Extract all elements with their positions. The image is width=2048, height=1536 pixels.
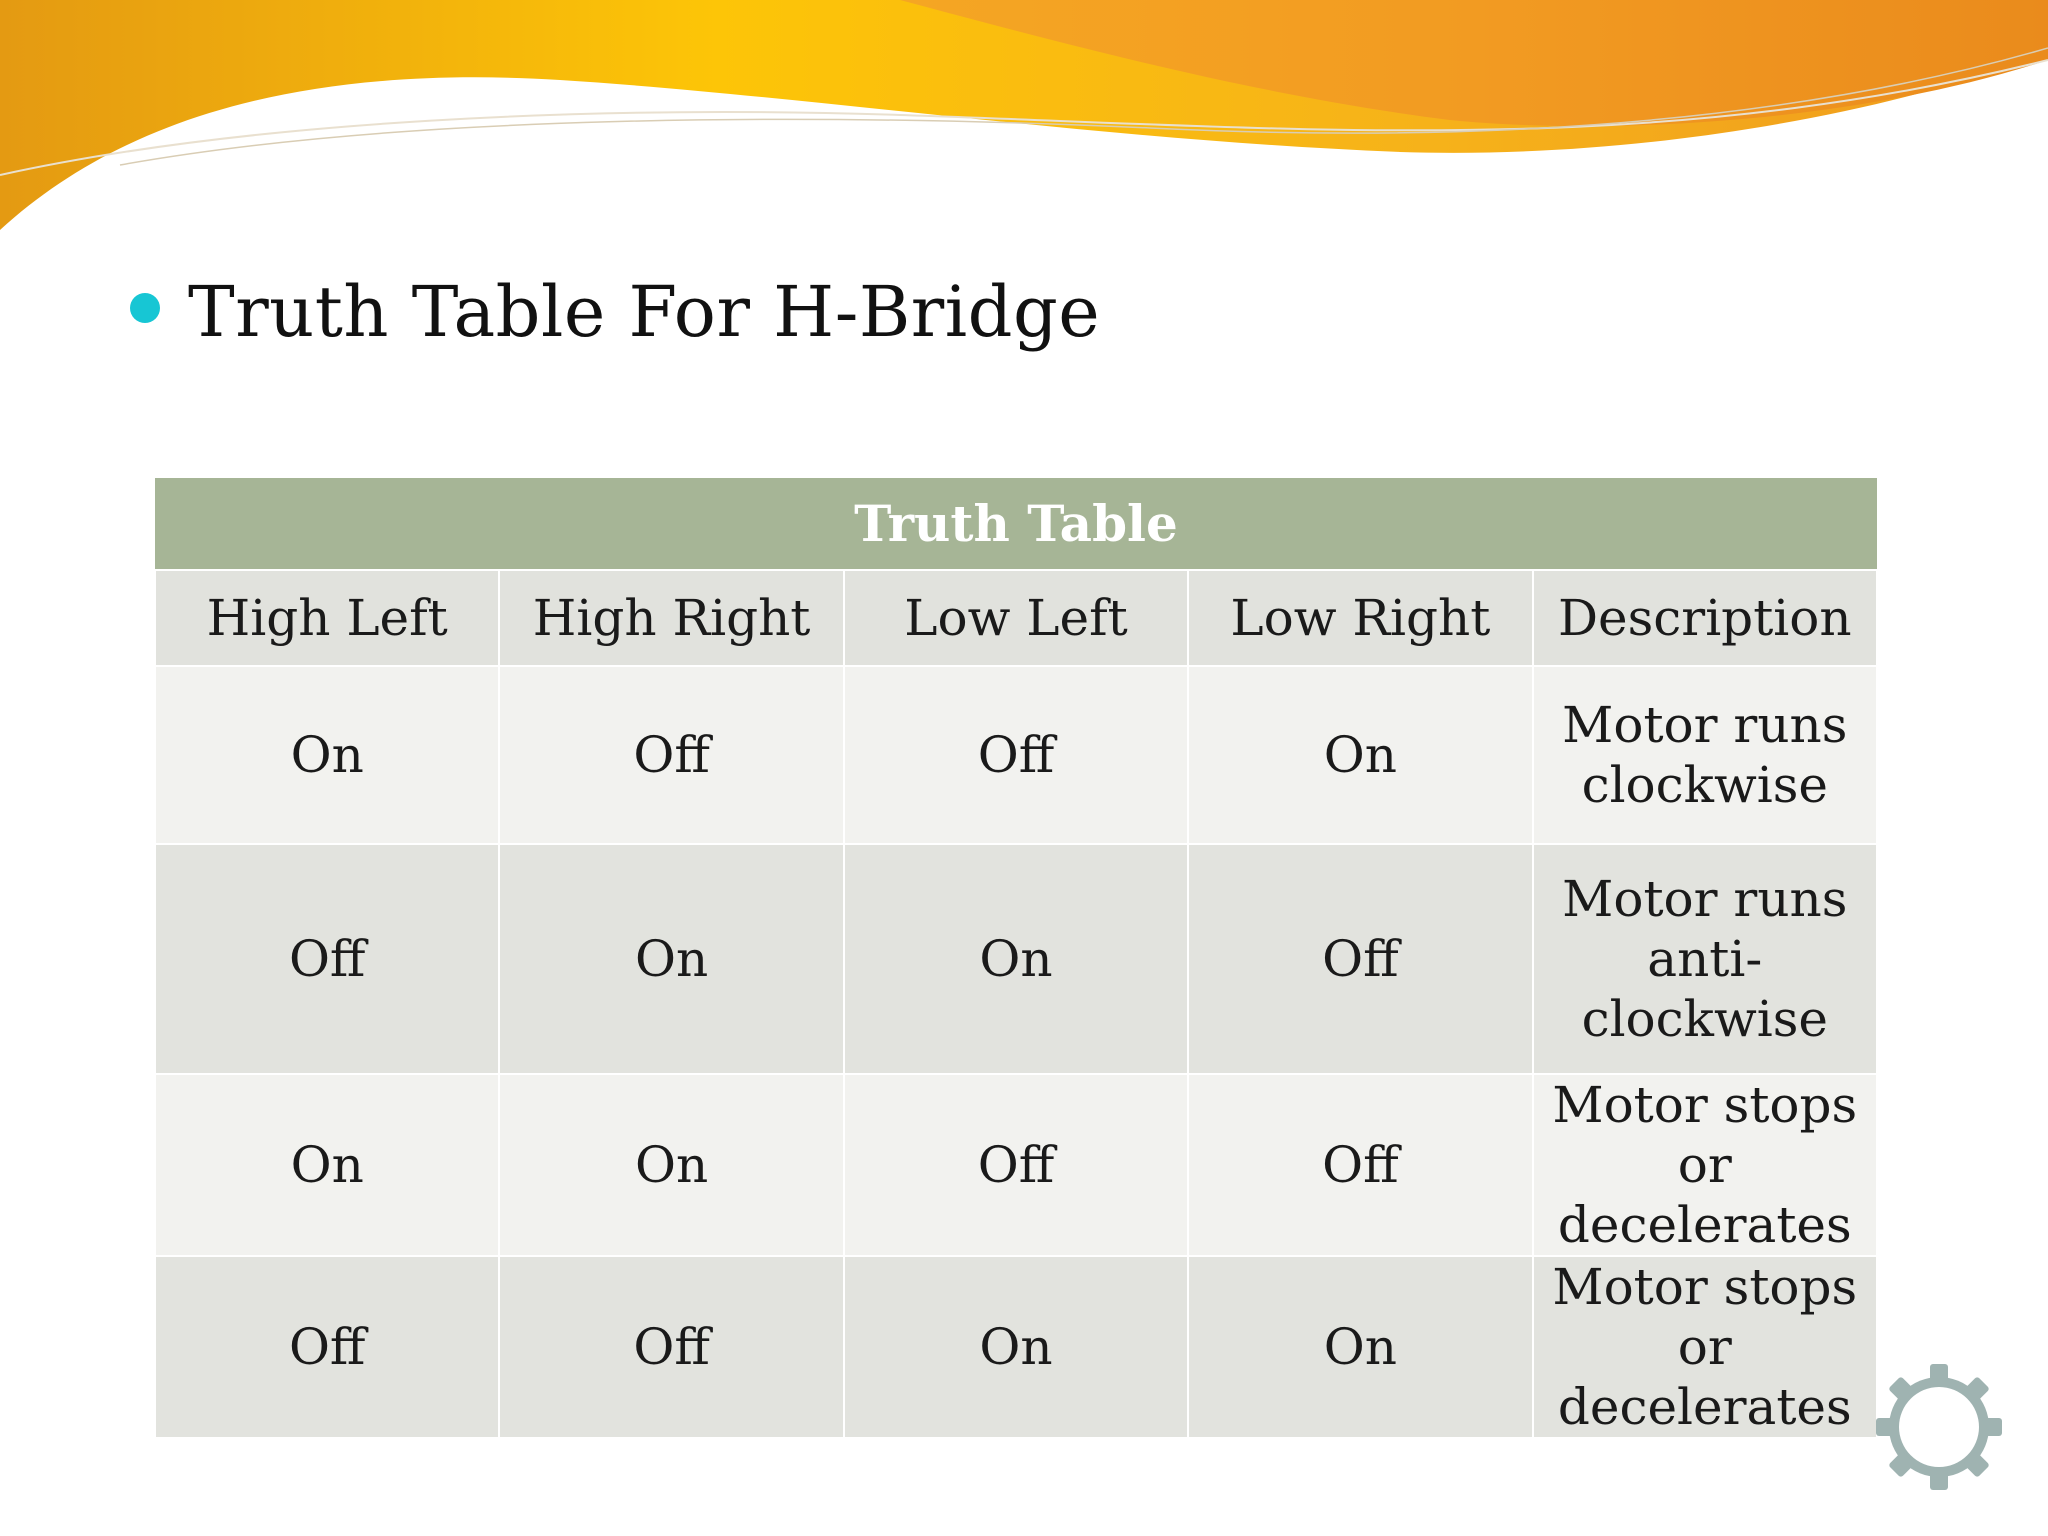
- cell-low-left: On: [844, 844, 1188, 1074]
- column-header-row: [155, 570, 1877, 666]
- truth-table: [154, 478, 1878, 1437]
- cell-high-right: On: [499, 1074, 843, 1256]
- table-row: [155, 666, 1877, 844]
- cell-high-left: On: [155, 666, 499, 844]
- table-row: [155, 1256, 1877, 1437]
- cell-low-right: On: [1188, 1256, 1532, 1437]
- cell-description: Motor runs clockwise: [1533, 666, 1877, 844]
- cell-low-right: On: [1188, 666, 1532, 844]
- cell-description: Motor stops or decelerates: [1533, 1256, 1877, 1437]
- cell-high-left: Off: [155, 1256, 499, 1437]
- column-header-high-left: High Left: [155, 570, 499, 666]
- cell-description: Motor runs anti-clockwise: [1533, 844, 1877, 1074]
- cell-high-left: Off: [155, 844, 499, 1074]
- table-title-row: [155, 478, 1877, 570]
- table-row: [155, 844, 1877, 1074]
- bullet-dot-icon: [130, 293, 160, 323]
- column-header-low-left: Low Left: [844, 570, 1188, 666]
- table-row: [155, 1074, 1877, 1256]
- cell-low-left: Off: [844, 1074, 1188, 1256]
- cell-high-right: Off: [499, 666, 843, 844]
- cell-high-right: On: [499, 844, 843, 1074]
- gear-icon: [1876, 1362, 2002, 1492]
- column-header-description: Description: [1533, 570, 1877, 666]
- bullet-title-line: [130, 262, 1100, 362]
- cell-high-left: On: [155, 1074, 499, 1256]
- column-header-low-right: Low Right: [1188, 570, 1532, 666]
- cell-description: Motor stops or decelerates: [1533, 1074, 1877, 1256]
- decorative-banner: [0, 0, 2048, 240]
- table-caption: Truth Table: [155, 478, 1877, 570]
- column-header-high-right: High Right: [499, 570, 843, 666]
- slide-title: Truth Table For H-Bridge: [188, 271, 1101, 353]
- cell-low-right: Off: [1188, 844, 1532, 1074]
- cell-high-right: Off: [499, 1256, 843, 1437]
- cell-low-left: On: [844, 1256, 1188, 1437]
- cell-low-left: Off: [844, 666, 1188, 844]
- cell-low-right: Off: [1188, 1074, 1532, 1256]
